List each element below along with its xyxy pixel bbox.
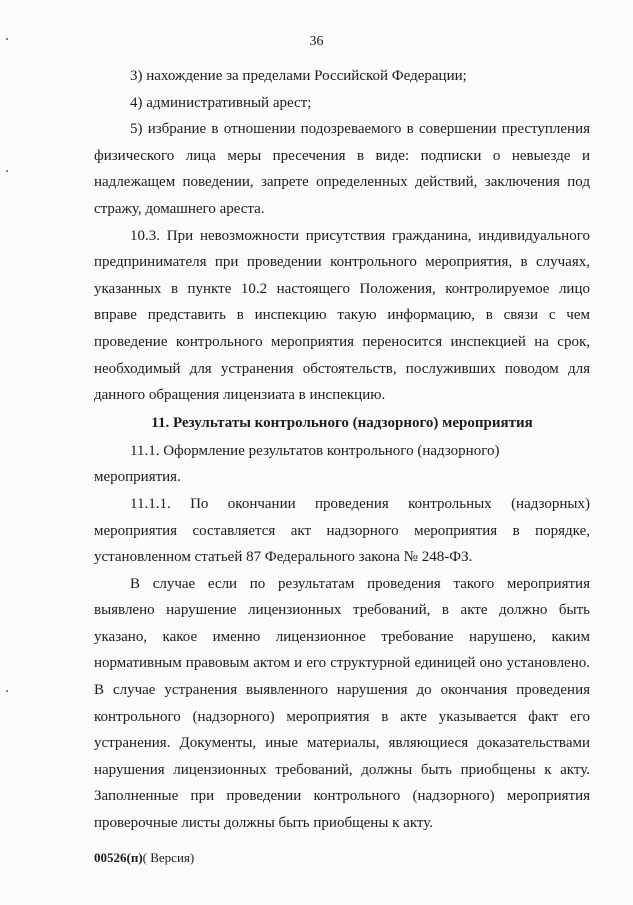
page-body <box>94 63 590 837</box>
list-item-4: 4) административный арест; <box>130 94 312 111</box>
scan-speck <box>6 38 8 40</box>
paragraph-violation: В случае если по результатам проведения такого мероприятия выявлено нарушение лицензионных требований, в акте должно быть указано, какое именно лицензионное требование нарушено, каким нормативным правовым актом и его структурной единицей оно установлено. В случае устранения выявленного нарушения до окончания проведения контрольного (надзорного) мероприятия в акте указывается факт его устранения. Документы, иные материалы, являющиеся доказательствами нарушения лицензионных требований, должны быть приобщены к акту. Заполненные при проведении контрольного (надзорного) мероприятия проверочные листы должны быть приобщены к акту. <box>94 575 590 832</box>
paragraph-11-1: 11.1. Оформление результатов контрольного (надзорного) мероприятия. <box>94 442 500 486</box>
paragraph-10-3: 10.3. При невозможности присутствия гражданина, индивидуального предпринимателя при проведении контрольного мероприятия, в случаях, указанных в пункте 10.2 настоящего Положения, контролируемое лицо вправе представить в инспекцию такую информацию, в связи с чем проведение контрольного мероприятия переносится инспекцией на срок, необходимый для устранения обстоятельств, послуживших поводом для данного обращения лицензиата в инспекцию. <box>94 227 590 404</box>
footer <box>94 850 194 866</box>
scan-speck <box>6 170 8 172</box>
scan-speck <box>6 690 8 692</box>
list-item-3: 3) нахождение за пределами Российской Федерации; <box>130 68 467 84</box>
list-item-5: 5) избрание в отношении подозреваемого в совершении преступления физического лица меры пресечения в виде: подписки о невыезде и надлежащем поведении, запрете определенных действий, заключения под стражу, домашнего ареста. <box>94 121 590 217</box>
page-number: 36 <box>309 34 324 49</box>
section-heading: 11. Результаты контрольного (надзорного) мероприятия <box>151 414 533 431</box>
document-version: ( Версия) <box>142 850 195 865</box>
paragraph-11-1-1: 11.1.1. По окончании проведения контрольных (надзорных) мероприятия составляется акт надзорного мероприятия в порядке, установленном статьей 87 Федерального закона № 248-ФЗ. <box>94 495 590 566</box>
document-code: 00526(п) <box>94 850 143 865</box>
